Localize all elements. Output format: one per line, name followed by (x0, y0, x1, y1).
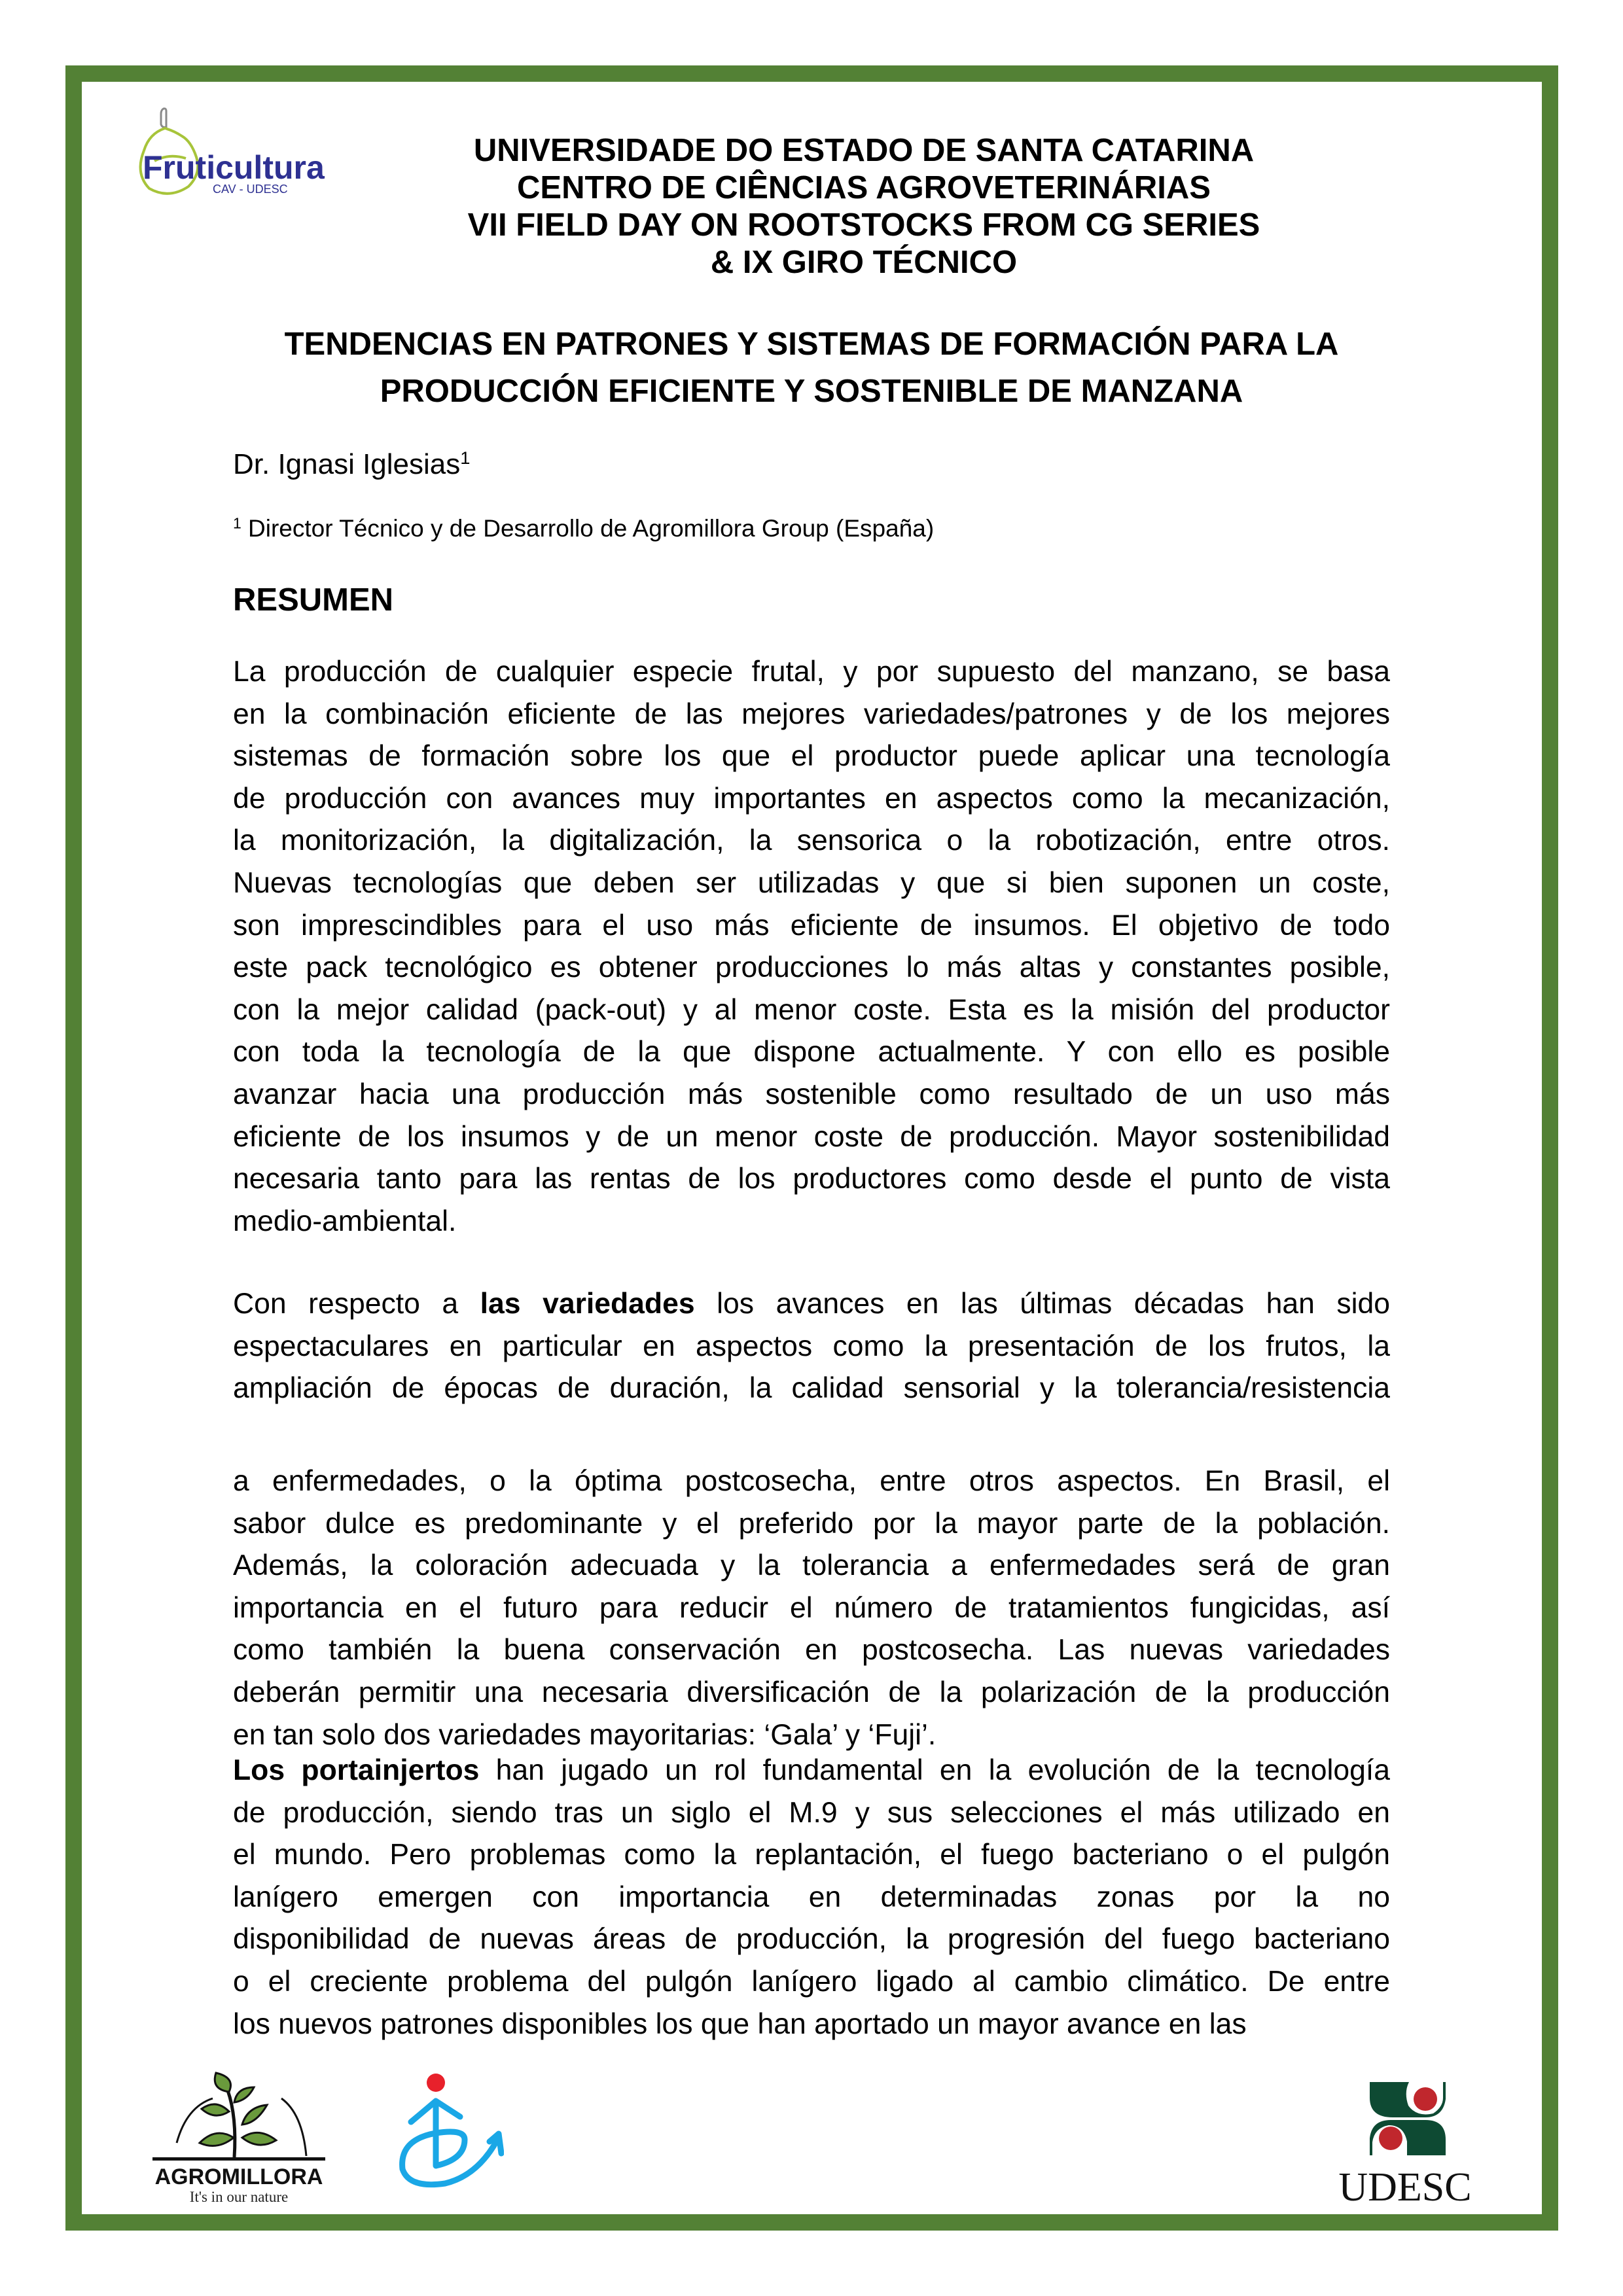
title-line: PRODUCCIÓN EFICIENTE Y SOSTENIBLE DE MANZANA (380, 374, 1243, 409)
person-arrow-logo (373, 2071, 504, 2202)
text-line: con toda la tecnología de la que dispone actualmente. Y con ello es posible (233, 1036, 1390, 1069)
text-line: con la mejor calidad (pack-out) y al menor coste. Esta es la misión del productor (233, 993, 1390, 1026)
text-line: eficiente de los insumos y de un menor coste de producción. Mayor sostenibilidad (233, 1120, 1390, 1153)
agromillora-logo-tagline: It's in our nature (189, 2189, 289, 2205)
header-line: CENTRO DE CIÊNCIAS AGROVETERINÁRIAS (517, 170, 1211, 205)
header-line: VII FIELD DAY ON ROOTSTOCKS FROM CG SERIES (467, 207, 1260, 243)
fruticultura-logo-sub: CAV - UDESC (213, 183, 288, 196)
text-line: espectaculares en particular en aspectos como la presentación de los frutos, la (233, 1330, 1390, 1362)
text-run: han jugado un rol fundamental en la evolución de la tecnología (479, 1754, 1391, 1786)
text-line: ampliación de épocas de duración, la calidad sensorial y la tolerancia/resistencia (233, 1372, 1390, 1405)
text-line: este pack tecnológico es obtener producciones lo más altas y constantes posible, (233, 951, 1390, 984)
affiliation-text: Director Técnico y de Desarrollo de Agromillora Group (España) (241, 515, 935, 542)
person-arrow-icon (373, 2071, 504, 2202)
text-line: en tan solo dos variedades mayoritarias: ‘Gala’ y ‘Fuji’. (233, 1718, 936, 1751)
fruticultura-logo-name: Fruticultura (143, 149, 325, 186)
text-line: deberán permitir una necesaria diversificación de la polarización de la producción (233, 1676, 1390, 1708)
text-line: Además, la coloración adecuada y la tolerancia a enfermedades será de gran (233, 1549, 1390, 1582)
paragraph-2 (233, 1283, 1390, 1410)
fruticultura-logo (123, 105, 339, 196)
text-line: de producción, siendo tras un siglo el M.9 y sus selecciones el más utilizado en (233, 1796, 1390, 1829)
udesc-logo (1335, 2079, 1476, 2207)
paragraph-3 (233, 1750, 1390, 2045)
agromillora-logo (151, 2071, 327, 2208)
author-name (233, 445, 470, 484)
header-line: & IX GIRO TÉCNICO (710, 245, 1018, 280)
text-line: lanígero emergen con importancia en determinadas zonas por la no (233, 1881, 1390, 1913)
text-line: avanzar hacia una producción más sostenible como resultado de un uso más (233, 1078, 1390, 1110)
bold-term-varieties: las variedades (480, 1288, 695, 1320)
institution-header (366, 132, 1361, 281)
udesc-emblem-icon (1335, 2079, 1476, 2207)
text-line: o el creciente problema del pulgón lanígero ligado al cambio climático. De entre (233, 1965, 1390, 1998)
text-line: Nuevas tecnologías que deben ser utilizadas y que si bien suponen un coste, (233, 866, 1390, 899)
text-line: sistemas de formación sobre los que el productor puede aplicar una tecnología (233, 740, 1390, 773)
affiliation-footnote-mark: 1 (233, 514, 241, 532)
text-line: disponibilidad de nuevas áreas de producción, la progresión del fuego bacteriano (233, 1923, 1390, 1956)
author-affiliation (233, 512, 934, 545)
text-line: en la combinación eficiente de las mejores variedades/patrones y de los mejores (233, 698, 1390, 730)
text-line (233, 1283, 1390, 1326)
paragraph-1 (233, 651, 1390, 1243)
title-line: TENDENCIAS EN PATRONES Y SISTEMAS DE FORMACIÓN PARA LA (284, 327, 1339, 362)
bold-term-rootstocks: Los portainjertos (233, 1754, 480, 1786)
text-line: son imprescindibles para el uso más eficiente de insumos. El objetivo de todo (233, 909, 1390, 942)
text-line: los nuevos patrones disponibles los que han aportado un mayor avance en las (233, 2007, 1247, 2040)
text-line: a enfermedades, o la óptima postcosecha, entre otros aspectos. En Brasil, el (233, 1465, 1390, 1497)
text-line: la monitorización, la digitalización, la sensorica o la robotización, entre otros. (233, 824, 1390, 857)
udesc-logo-name: UDESC (1338, 2165, 1472, 2207)
text-line: como también la buena conservación en postcosecha. Las nuevas variedades (233, 1634, 1390, 1667)
pear-outline-icon (123, 105, 339, 196)
paragraph-2-continued (233, 1460, 1390, 1756)
author-name-text: Dr. Ignasi Iglesias (233, 448, 461, 480)
header-line: UNIVERSIDADE DO ESTADO DE SANTA CATARINA (473, 133, 1255, 168)
text-run: los avances en las últimas décadas han sido (694, 1288, 1390, 1320)
text-line (233, 1750, 1390, 1792)
author-footnote-mark: 1 (460, 448, 471, 468)
paper-title (216, 321, 1407, 415)
section-heading-resumen: RESUMEN (233, 582, 394, 618)
text-line: de producción con avances muy importantes en aspectos como la mecanización, (233, 782, 1390, 815)
agromillora-logo-name: AGROMILLORA (154, 2164, 323, 2189)
text-line: necesaria tanto para las rentas de los productores como desde el punto de vista (233, 1163, 1390, 1195)
text-line: el mundo. Pero problemas como la replantación, el fuego bacteriano o el pulgón (233, 1839, 1390, 1871)
text-line: medio-ambiental. (233, 1205, 457, 1237)
text-run: Con respecto a (233, 1288, 480, 1320)
text-line: sabor dulce es predominante y el preferido por la mayor parte de la población. (233, 1507, 1390, 1540)
text-line: La producción de cualquier especie frutal, y por supuesto del manzano, se basa (233, 656, 1390, 688)
text-line: importancia en el futuro para reducir el número de tratamientos fungicidas, así (233, 1591, 1390, 1624)
sprout-icon (151, 2071, 327, 2208)
